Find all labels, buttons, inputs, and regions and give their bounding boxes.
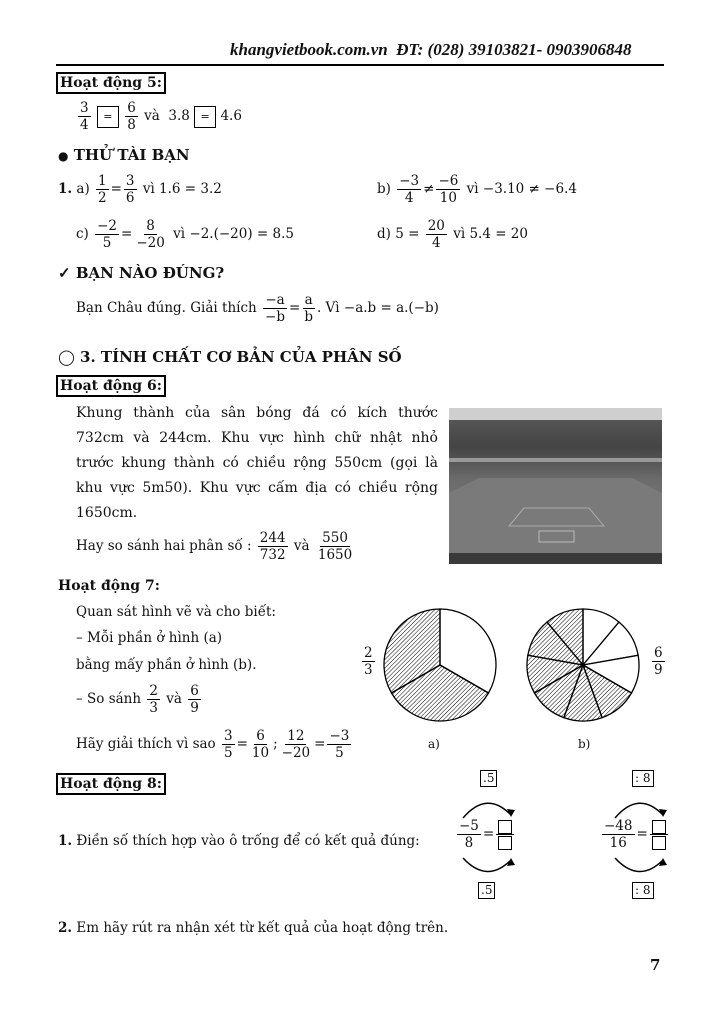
thu-tai-b: b) $\frac{-3}{4}$ ≠ $\frac{-6}{10}$ vì −3.10 ≠ −6.4 [377,173,577,206]
hd5-expression: $\frac{3}{4}$ = $\frac{6}{8}$ và 3.8 = 4.6 [80,100,242,133]
check-icon: ✓ [58,264,71,282]
hd7-explain: Hãy giải thích vì sao $\frac{3}{5}$ = $\frac{6}{10}$ ; $\frac{12}{-20}$ = $\frac{-3}{5}$ [76,728,350,761]
answer-box-denominator[interactable] [498,836,512,850]
page-header [230,40,632,60]
thu-tai-c: c) $\frac{-2}{5}$ = $\frac{8}{-20}$ vì −2.(−20) = 8.5 [76,218,294,251]
pie-a-fraction: $\frac{2}{3}$ [364,645,373,678]
arrow-top-icon [463,803,511,818]
thu-tai-a: 1. a) $\frac{1}{2}$ = $\frac{3}{6}$ vì 1.6 = 3.2 [58,173,222,206]
page-number: 7 [650,956,661,974]
hd8-question-2: 2. Em hãy rút ra nhận xét từ kết quả của hoạt động trên. [58,920,449,936]
pie-b-fraction: $\frac{6}{9}$ [654,645,663,678]
header-contact: ĐT: (028) 39103821- 0903906848 [396,40,632,59]
thu-tai-heading: ● THỬ TÀI BẠN [58,146,190,164]
answer-box-numerator[interactable] [652,820,666,834]
ex1-op-bottom: .5 [478,882,495,899]
hd6-paragraph: Khung thành của sân bóng đá có kích thước 732cm và 244cm. Khu vực hình chữ nhật nhỏ trước khung thành có chiều rộng 550cm (gọi là khu vực 5m50). Khu vực cấm địa có chiều rộng 1650cm. [76,405,438,521]
stadium-photo [449,408,662,564]
pie-figures [355,600,685,760]
fraction: $\frac{3}{4}$ [80,100,89,133]
hd7-line1: Quan sát hình vẽ và cho biết: [76,604,276,620]
hd5-title: Hoạt động 5: [56,72,166,94]
pie-a-label: a) [428,737,440,751]
arrow-bottom-icon [463,858,511,872]
pie-a [384,609,496,721]
ex1-equation: $\frac{-5}{8}$ = [455,818,516,851]
hd7-compare: – So sánh $\frac{2}{3}$ và $\frac{6}{9}$ [76,683,199,716]
lock-icon: ● [58,149,69,163]
hd6-title: Hoạt động 6: [56,375,166,397]
compare-box: = [194,106,216,128]
ex1-op-top: .5 [480,770,497,787]
header-site: khangvietbook.com.vn [230,40,388,59]
hd7-line3: bằng mấy phần ở hình (b). [76,657,257,673]
hd8-question-1: 1. Điền số thích hợp vào ô trống để có kết quả đúng: [58,833,420,849]
ban-nao-heading: ✓ BẠN NÀO ĐÚNG? [58,264,225,282]
stadium-illustration [449,408,662,564]
hd7-line2: – Mỗi phần ở hình (a) [76,630,223,646]
hd8-title: Hoạt động 8: [56,773,166,795]
fraction: $\frac{6}{8}$ [127,100,136,133]
arrow-bottom-icon [615,858,663,872]
ex2-op-bottom: : 8 [632,882,654,899]
thu-tai-d: d) 5 = $\frac{20}{4}$ vì 5.4 = 20 [377,218,528,251]
answer-box-numerator[interactable] [498,820,512,834]
ex2-op-top: : 8 [632,770,654,787]
pie-b [527,609,639,721]
ex2-equation: $\frac{-48}{16}$ = [600,818,670,851]
compare-box: = [97,106,119,128]
answer-box-denominator[interactable] [652,836,666,850]
circle-bullet-icon: ◯ [58,348,75,366]
header-divider [56,64,664,66]
section-3-heading: ◯ 3. TÍNH CHẤT CƠ BẢN CỦA PHÂN SỐ [58,348,402,366]
arrow-top-icon [615,803,663,818]
ban-nao-answer: Bạn Châu đúng. Giải thích $\frac{-a}{-b}$ = $\frac{a}{b}$ . Vì −a.b = a.(−b) [76,292,439,325]
pie-b-label: b) [578,737,591,751]
hd6-compare: Hay so sánh hai phân số : $\frac{244}{732}$ và $\frac{550}{1650}$ [76,530,353,563]
hd7-title: Hoạt động 7: [58,578,160,594]
